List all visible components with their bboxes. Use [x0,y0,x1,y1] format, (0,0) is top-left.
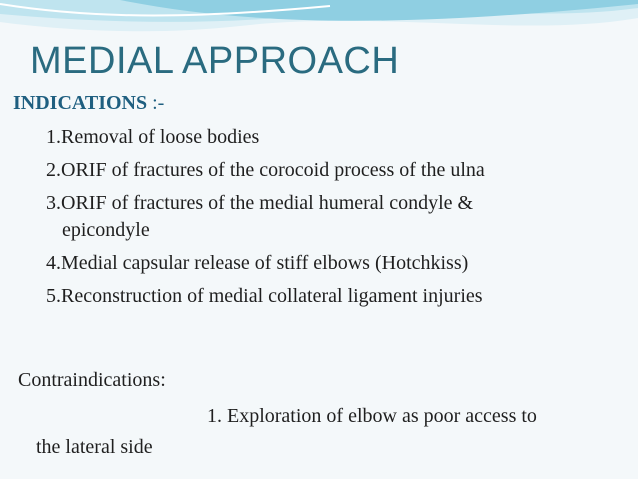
indications-suffix: :- [147,92,165,114]
contraindications-heading: Contraindications: [18,369,166,391]
list-item: 1.Removal of loose bodies [46,126,260,148]
slide-title: MEDIAL APPROACH [30,40,400,82]
list-item: 2.ORIF of fractures of the corocoid process of the ulna [46,159,485,181]
contraindication-line-1: 1. Exploration of elbow as poor access to [207,405,537,427]
list-item-line: 3.ORIF of fractures of the medial humeral condyle & [46,192,474,214]
list-item [46,190,634,244]
contraindication-line-2: the lateral side [36,436,153,458]
list-item: 5.Reconstruction of medial collateral ligament injuries [46,285,483,307]
list-item: 4.Medial capsular release of stiff elbows (Hotchkiss) [46,252,469,274]
indications-list [46,124,634,316]
list-item-continuation: epicondyle [62,219,150,241]
indications-heading [13,92,164,115]
indications-label: INDICATIONS [13,92,148,114]
